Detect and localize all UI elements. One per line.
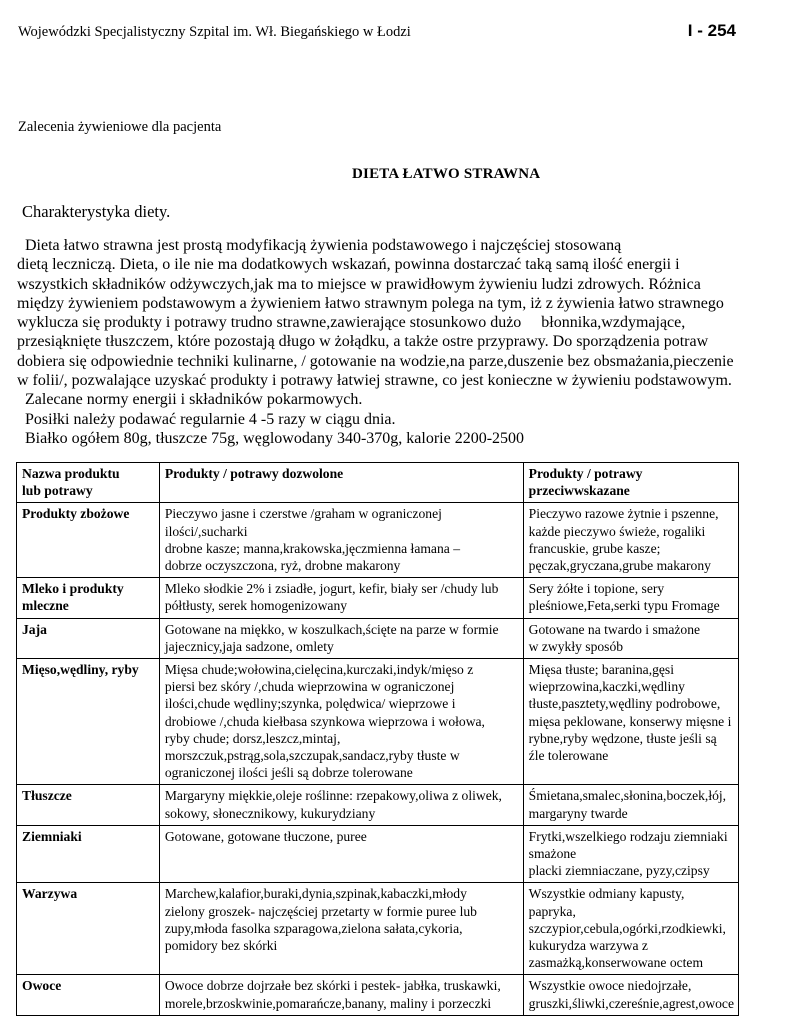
diet-table (16, 462, 739, 1016)
forbidden-products: Pieczywo razowe żytnie i pszenne, każde pieczywo świeże, rogaliki francuskie, grube kasze; pęczak,gryczana,grube makarony (523, 503, 738, 578)
allowed-products: Margaryny miękkie,oleje roślinne: rzepakowy,oliwa z oliwek, sokowy, słonecznikowy, kukurydziany (159, 785, 523, 825)
paragraph-line: dobiera się odpowiednie techniki kulinarne, / gotowanie na wodzie,na parze,duszenie bez obsmażania,pieczenie (17, 352, 734, 370)
forbidden-products: Śmietana,smalec,słonina,boczek,łój, margaryny twarde (523, 785, 738, 825)
paragraph-line: w folii/, pozwalające uzyskać produkty i potrawy łatwiej strawne, co jest konieczne w żywieniu podstawowym. (17, 372, 732, 390)
document-code: I - 254 (687, 21, 736, 40)
table-row (17, 503, 739, 578)
product-name: Mleko i produkty mleczne (17, 578, 160, 618)
norms-line: Posiłki należy podawać regularnie 4 -5 razy w ciągu dnia. (25, 410, 396, 428)
allowed-products: Marchew,kalafior,buraki,dynia,szpinak,kabaczki,młody zielony groszek- najczęściej przetarty w formie puree lub zupy,młoda fasolka szparagowa,zielona sałata,cykoria, pomidory bez skórki (159, 883, 523, 975)
allowed-products: Owoce dobrze dojrzałe bez skórki i pestek- jabłka, truskawki, morele,brzoskwinie,pomarańcze,banany, maliny i porzeczki (159, 975, 523, 1015)
paragraph-line: między żywieniem podstawowym a żywieniem łatwo strawnym polega na tym, iż z żywienia łatwo strawnego (17, 294, 724, 312)
table-row (17, 785, 739, 825)
product-name: Ziemniaki (17, 825, 160, 883)
allowed-products: Mleko słodkie 2% i zsiadłe, jogurt, kefir, biały ser /chudy lub półtłusty, serek homogenizowany (159, 578, 523, 618)
forbidden-products: Wszystkie odmiany kapusty, papryka, szczypior,cebula,ogórki,rzodkiewki, kukurydza warzywa z zasmażką,konserwowane octem (523, 883, 738, 975)
diet-description (17, 236, 775, 448)
table-row (17, 883, 739, 975)
table-header-row (17, 463, 739, 503)
product-name: Mięso,wędliny, ryby (17, 659, 160, 785)
hospital-name: Wojewódzki Specjalistyczny Szpital im. Wł. Biegańskiego w Łodzi (18, 24, 411, 40)
forbidden-products: Mięsa tłuste; baranina,gęsi wieprzowina,kaczki,wędliny tłuste,pasztety,wędliny podrobowe, mięsa peklowane, konserwy mięsne i rybne,ryby wędzone, tłuste jeśli są źle tolerowane (523, 659, 738, 785)
table-row (17, 618, 739, 658)
paragraph-line: wszystkich składników odżywczych,jak ma to miejsce w prawidłowym żywieniu ludzi zdrowych. Różnica (17, 275, 701, 293)
product-name: Owoce (17, 975, 160, 1015)
column-header-allowed: Produkty / potrawy dozwolone (159, 463, 523, 503)
table-row (17, 659, 739, 785)
table-row (17, 975, 739, 1015)
characteristics-heading: Charakterystyka diety. (22, 202, 171, 221)
paragraph-line: przesiąknięte tłuszczem, które pozostają długo w żołądku, a także ostre przyprawy. Do sporządzenia potraw (17, 333, 709, 351)
product-name: Produkty zbożowe (17, 503, 160, 578)
allowed-products: Pieczywo jasne i czerstwe /graham w ograniczonej ilości/,sucharki drobne kasze; manna,krakowska,jęczmienna łamana – dobrze oczyszczona, ryż, drobne makarony (159, 503, 523, 578)
document-header (18, 21, 738, 44)
product-name: Tłuszcze (17, 785, 160, 825)
forbidden-products: Frytki,wszelkiego rodzaju ziemniaki smażone placki ziemniaczane, pyzy,czipsy (523, 825, 738, 883)
column-header-name: Nazwa produktu lub potrawy (17, 463, 160, 503)
allowed-products: Mięsa chude;wołowina,cielęcina,kurczaki,indyk/mięso z piersi bez skóry /,chuda wieprzowina w ograniczonej ilości,chude wędliny;szynka, polędwica/ wieprzowe i drobiowe /,chuda kiełbasa szynkowa wieprzowa i wołowa, ryby chude; dorsz,leszcz,mintaj, morszczuk,pstrąg,sola,szczupak,sandacz,ryby tłuste w ograniczonej ilości jeśli są dobrze tolerowane (159, 659, 523, 785)
product-name: Jaja (17, 618, 160, 658)
paragraph-line: wyklucza się produkty i potrawy trudno strawne,zawierające stosunkowo dużo błonnika,wzdymające, (17, 314, 686, 332)
page-title: DIETA ŁATWO STRAWNA (352, 166, 541, 182)
norms-line: Zalecane normy energii i składników pokarmowych. (25, 391, 363, 409)
table-row (17, 578, 739, 618)
table-row (17, 825, 739, 883)
forbidden-products: Wszystkie owoce niedojrzałe, gruszki,śliwki,czereśnie,agrest,owoce (523, 975, 738, 1015)
column-header-forbidden: Produkty / potrawy przeciwwskazane (523, 463, 738, 503)
forbidden-products: Gotowane na twardo i smażone w zwykły sposób (523, 618, 738, 658)
allowed-products: Gotowane, gotowane tłuczone, puree (159, 825, 523, 883)
paragraph-line: dietą leczniczą. Dieta, o ile nie ma dodatkowych wskazań, powinna dostarczać taką samą ilość energii i (17, 256, 680, 274)
forbidden-products: Sery żółte i topione, sery pleśniowe,Feta,serki typu Fromage (523, 578, 738, 618)
product-name: Warzywa (17, 883, 160, 975)
allowed-products: Gotowane na miękko, w koszulkach,ścięte na parze w formie jajecznicy,jaja sadzone, omlety (159, 618, 523, 658)
paragraph-line: Dieta łatwo strawna jest prostą modyfikacją żywienia podstawowego i najczęściej stosowaną (25, 237, 622, 254)
norms-line: Białko ogółem 80g, tłuszcze 75g, węglowodany 340-370g, kalorie 2200-2500 (25, 429, 525, 447)
document-subtitle: Zalecenia żywieniowe dla pacjenta (18, 119, 222, 135)
